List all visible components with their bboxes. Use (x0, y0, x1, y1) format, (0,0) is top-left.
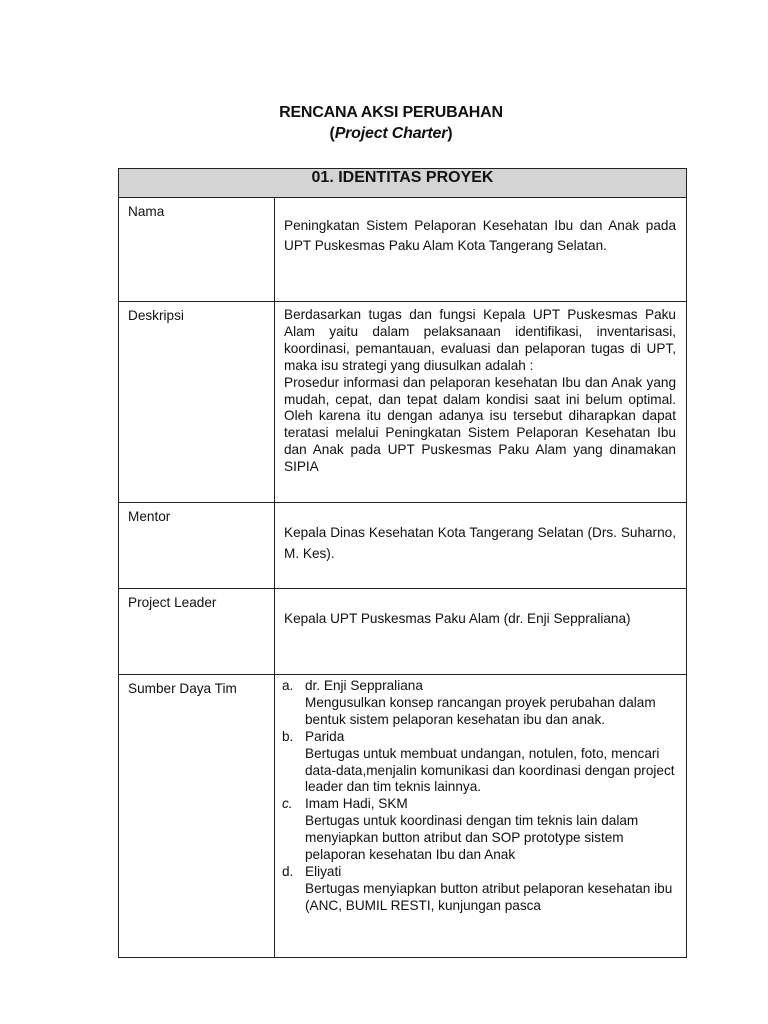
deskripsi-paragraph-2: Prosedur informasi dan pelaporan kesehatan Ibu dan Anak yang mudah, cepat, dan tepat dalam kondisi saat ini belum optimal. Oleh karena itu dengan adanya isu tersebut diharapkan dapat teratasi melalui Peningkatan Sistem Pelaporan Kesehatan Ibu dan Anak pada UPT Puskesmas Paku Alam yang dinamakan SIPIA (284, 374, 676, 475)
deskripsi-paragraph-1: Berdasarkan tugas dan fungsi Kepala UPT Puskesmas Paku Alam yaitu dalam pelaksanaan identifikasi, inventarisasi, koordinasi, pemantauan, evaluasi dan pelaporan tugas di UPT, maka isu strategi yang diusulkan adalah : (284, 307, 676, 373)
document-title (0, 102, 768, 144)
table-row (119, 302, 687, 503)
row-label-project-leader: Project Leader (119, 589, 275, 675)
member-role: Bertugas menyiapkan button atribut pelaporan kesehatan ibu (ANC, BUMIL RESTI, kunjungan pasca (305, 880, 673, 913)
table-row (119, 589, 687, 675)
list-marker: c. (282, 796, 293, 812)
list-marker: b. (282, 728, 294, 744)
row-label-sumber-daya-tim: Sumber Daya Tim (119, 675, 275, 958)
title-line: RENCANA AKSI PERUBAHAN (279, 104, 503, 121)
list-item (284, 864, 676, 915)
member-name: Eliyati (305, 863, 342, 879)
subtitle-open-paren: ( (329, 125, 335, 142)
nama-text: Peningkatan Sistem Pelaporan Kesehatan Ibu dan Anak pada UPT Puskesmas Paku Alam Kota Tangerang Selatan. (284, 218, 676, 253)
section-heading: 01. IDENTITAS PROYEK (119, 169, 687, 198)
table-row (119, 503, 687, 589)
subtitle-line (0, 123, 768, 144)
row-value-nama (275, 198, 687, 302)
list-item (284, 678, 676, 729)
row-value-deskripsi (275, 302, 687, 503)
member-name: dr. Enji Seppraliana (305, 678, 423, 693)
row-label-deskripsi: Deskripsi (119, 302, 275, 503)
row-value-project-leader (275, 589, 687, 675)
subtitle-close-paren: ) (447, 125, 453, 142)
member-role: Bertugas untuk koordinasi dengan tim teknis lain dalam menyiapkan button atribut dan SOP prototype sistem pelaporan kesehatan Ibu dan Anak (305, 813, 639, 863)
row-value-mentor (275, 503, 687, 589)
list-item (284, 729, 676, 797)
member-role: Mengusulkan konsep rancangan proyek perubahan dalam bentuk sistem pelaporan kesehatan ibu dan anak. (305, 694, 656, 727)
row-label-mentor: Mentor (119, 503, 275, 589)
project-leader-text: Kepala UPT Puskesmas Paku Alam (dr. Enji Seppraliana) (284, 611, 631, 626)
list-item (284, 796, 676, 864)
subtitle-text: Project Charter (334, 125, 448, 142)
deskripsi-text (284, 302, 676, 476)
table-row (119, 675, 687, 958)
mentor-text: Kepala Dinas Kesehatan Kota Tangerang Selatan (Drs. Suharno, M. Kes). (284, 525, 676, 561)
list-marker: a. (282, 678, 294, 693)
row-label-nama: Nama (119, 198, 275, 302)
list-marker: d. (282, 863, 294, 879)
project-charter-table (118, 168, 687, 958)
table-row (119, 198, 687, 302)
team-member-list (284, 675, 676, 915)
member-name: Parida (305, 728, 345, 744)
member-role: Bertugas untuk membuat undangan, notulen, foto, mencari data-data,menjalin komunikasi dan koordinasi dengan project leader dan tim teknis lainnya. (305, 745, 675, 795)
member-name: Imam Hadi, SKM (305, 796, 408, 812)
row-value-sumber-daya-tim (275, 675, 687, 958)
